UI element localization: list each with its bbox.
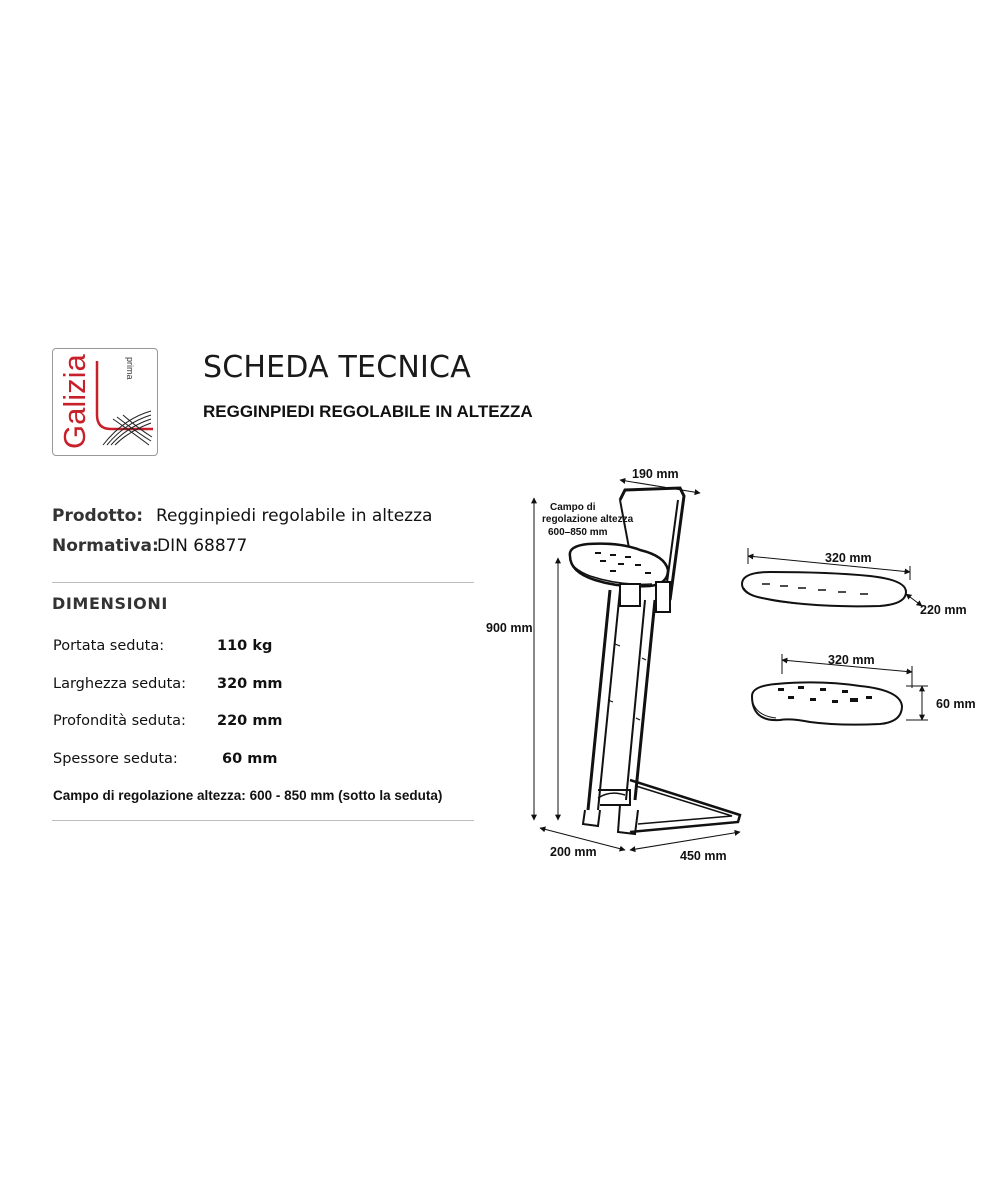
dimensions-heading: DIMENSIONI [52, 594, 168, 613]
document-title: SCHEDA TECNICA [203, 350, 471, 385]
height-range-value: 600 - 850 mm (sotto la seduta) [249, 788, 443, 803]
dim-top-width: 190 mm [632, 467, 679, 481]
dim-seat-top-width: 320 mm [825, 551, 872, 565]
product-value: Regginpiedi regolabile in altezza [156, 506, 433, 526]
product-label: Prodotto: [52, 506, 144, 526]
dim-base-depth: 200 mm [550, 845, 597, 859]
height-range-line [53, 788, 442, 803]
spec-value: 320 mm [217, 676, 283, 692]
dim-seat-top-depth: 220 mm [920, 603, 967, 617]
technical-drawing [470, 460, 1000, 880]
spec-value: 110 kg [217, 638, 273, 654]
spec-value: 220 mm [217, 713, 283, 729]
dim-range-line1: Campo di [550, 502, 596, 513]
logo-tag-text: prima [125, 357, 135, 380]
dim-seat-side-width: 320 mm [828, 653, 875, 667]
divider-bottom [52, 820, 474, 821]
document-subtitle: REGGINPIEDI REGOLABILE IN ALTEZZA [203, 402, 533, 421]
spec-label: Spessore seduta: [53, 751, 178, 767]
logo-brand-text: Galizia [57, 354, 92, 449]
norm-value: DIN 68877 [157, 536, 248, 556]
dim-range-line3: 600–850 mm [548, 527, 608, 538]
spec-label: Profondità seduta: [53, 713, 186, 729]
norm-label: Normativa: [52, 536, 159, 556]
logo-graphic [53, 349, 157, 455]
drawing-svg [470, 460, 1000, 880]
dim-range-line2: regolazione altezza [542, 514, 634, 525]
dim-height: 900 mm [486, 621, 533, 635]
dim-seat-side-thickness: 60 mm [936, 697, 976, 711]
spec-label: Larghezza seduta: [53, 676, 187, 692]
seat-side-view [752, 653, 976, 725]
dim-base-width: 450 mm [680, 849, 727, 863]
stand-illustration [570, 488, 740, 834]
seat-top-view [742, 548, 967, 617]
spec-label: Portata seduta: [53, 638, 165, 654]
galizia-logo [52, 348, 158, 456]
divider-top [52, 582, 474, 583]
spec-value: 60 mm [222, 751, 278, 767]
height-range-label: Campo di regolazione altezza: [53, 788, 246, 803]
